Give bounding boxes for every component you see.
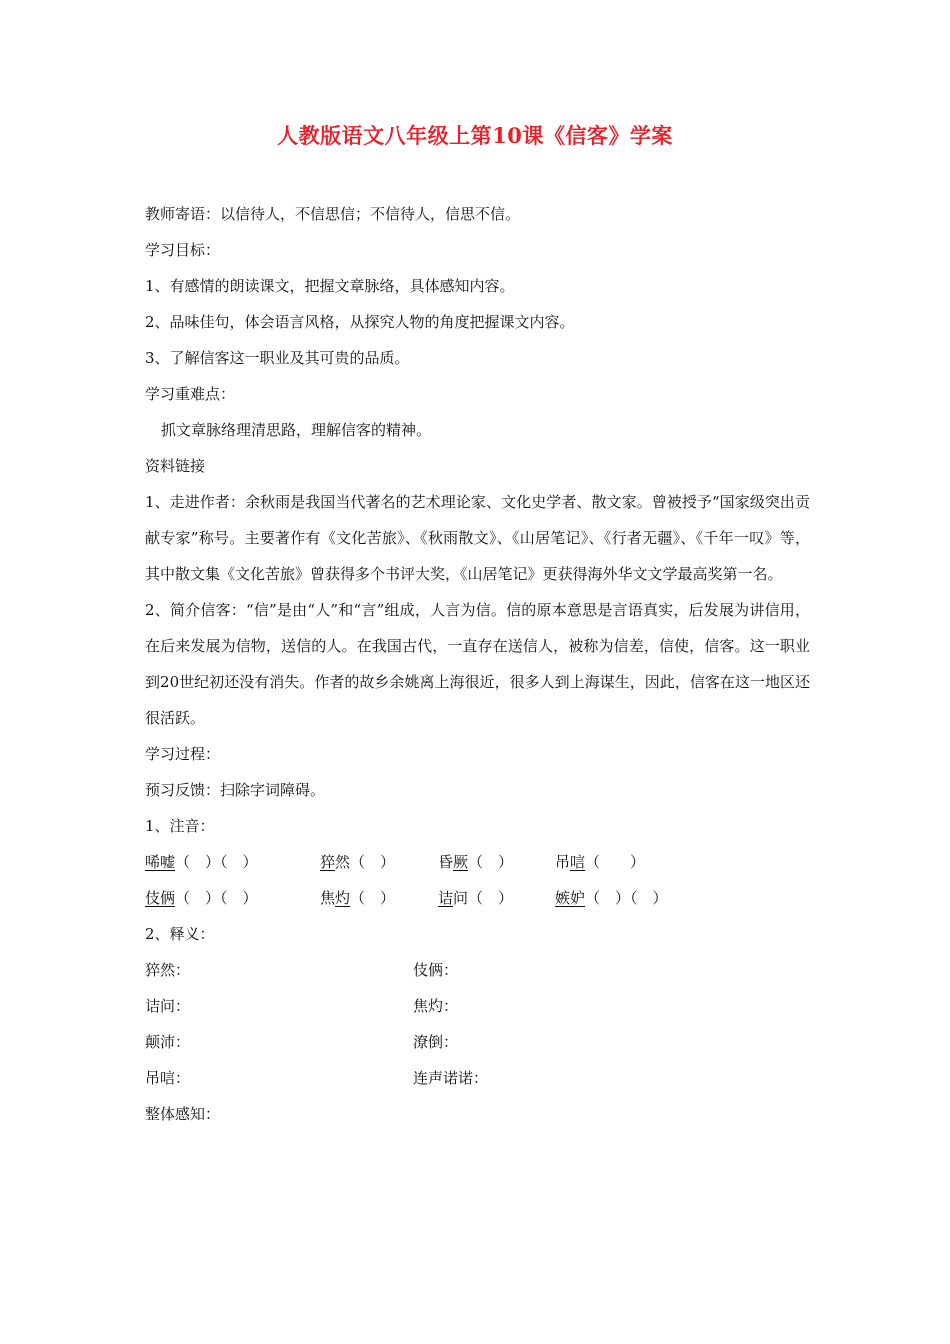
answer-blank: （ ）: [350, 853, 396, 871]
goal-item: 3、了解信客这一职业及其可贵的品质。: [145, 349, 410, 367]
document-title: 人教版语文八年级上第10课《信客》学案: [277, 123, 673, 148]
underlined-char: 嫉妒: [555, 889, 586, 907]
underlined-char: 诘: [438, 889, 454, 907]
key-points-text: 抓文章脉络理清思路，理解信客的精神。: [161, 421, 432, 439]
document-body: [145, 196, 810, 1132]
definition-term: 焦灼：: [413, 997, 459, 1015]
definition-row: [145, 988, 810, 1024]
pinyin-item: 吊唁（ ）: [555, 853, 646, 871]
pinyin-row: [145, 880, 810, 916]
definition-row: [145, 1060, 810, 1096]
pinyin-item: 猝然（ ）: [320, 853, 396, 871]
pinyin-item: [145, 880, 320, 916]
pinyin-item: 诘问（ ）: [438, 889, 514, 907]
definition-term: 吊唁：: [145, 1069, 191, 1087]
answer-blank: （ ）: [468, 889, 514, 907]
pinyin-item: 焦灼（ ）: [320, 889, 396, 907]
goal-item: 1、有感情的朗读课文，把握文章脉络，具体感知内容。: [145, 277, 515, 295]
definition-term: 颠沛：: [145, 1033, 191, 1051]
process-heading: 学习过程：: [145, 745, 221, 763]
resources-heading: 资料链接: [145, 457, 206, 475]
answer-blank: （ ）（ ）: [585, 889, 668, 907]
definition-row: [145, 952, 810, 988]
pinyin-item: 昏厥（ ）: [438, 853, 514, 871]
answer-blank: （ ）（ ）: [175, 853, 258, 871]
definition-term: 猝然：: [145, 961, 191, 979]
definition-term: 诘问：: [145, 997, 191, 1015]
key-points-heading: 学习重难点：: [145, 385, 236, 403]
underlined-char: 灼: [335, 889, 351, 907]
resource-xinke: 2、简介信客：“信”是由“人”和“言”组成，人言为信。信的原本意思是言语真实，后发展为讲信用，在后来发展为信物，送信的人。在我国古代，一直存在送信人，被称为信差，信使，信客。这一职业到20世纪初还没有消失。作者的故乡余姚离上海很近，很多人到上海谋生，因此，信客在这一地区还很活跃。: [145, 601, 810, 727]
goal-item: 2、品味佳句，体会语言风格，从探究人物的角度把握课文内容。: [145, 313, 575, 331]
pinyin-item: [145, 844, 320, 880]
underlined-char: 唏嘘: [145, 853, 176, 871]
answer-blank: （ ）（ ）: [175, 889, 258, 907]
underlined-char: 猝: [320, 853, 336, 871]
resource-author: 1、走进作者：余秋雨是我国当代著名的艺术理论家、文化史学者、散文家。曾被授予“国家级突出贡献专家”称号。主要著作有《文化苦旅》、《秋雨散文》、《山居笔记》、《行者无疆》、《千年一叹》等，其中散文集《文化苦旅》曾获得多个书评大奖，《山居笔记》更获得海外华文文学最高奖第一名。: [145, 493, 810, 583]
teacher-motto: 教师寄语：以信待人，不信思信；不信待人，信思不信。: [145, 205, 521, 223]
overall-perception-heading: 整体感知：: [145, 1105, 221, 1123]
underlined-char: 厥: [453, 853, 469, 871]
pinyin-row: [145, 844, 810, 880]
preview-text: 预习反馈：扫除字词障碍。: [145, 781, 326, 799]
pinyin-heading: 1、注音：: [145, 817, 215, 835]
underlined-char: 伎俩: [145, 889, 176, 907]
definition-term: 连声诺诺：: [413, 1069, 489, 1087]
goals-heading: 学习目标：: [145, 241, 221, 259]
pinyin-item: [555, 880, 755, 916]
definition-row: [145, 1024, 810, 1060]
answer-blank: （ ）: [468, 853, 514, 871]
answer-blank: （ ）: [585, 853, 646, 871]
definition-heading: 2、释义：: [145, 925, 215, 943]
underlined-char: 唁: [570, 853, 586, 871]
definition-term: 潦倒：: [413, 1033, 459, 1051]
definition-term: 伎俩：: [413, 961, 459, 979]
answer-blank: （ ）: [350, 889, 396, 907]
